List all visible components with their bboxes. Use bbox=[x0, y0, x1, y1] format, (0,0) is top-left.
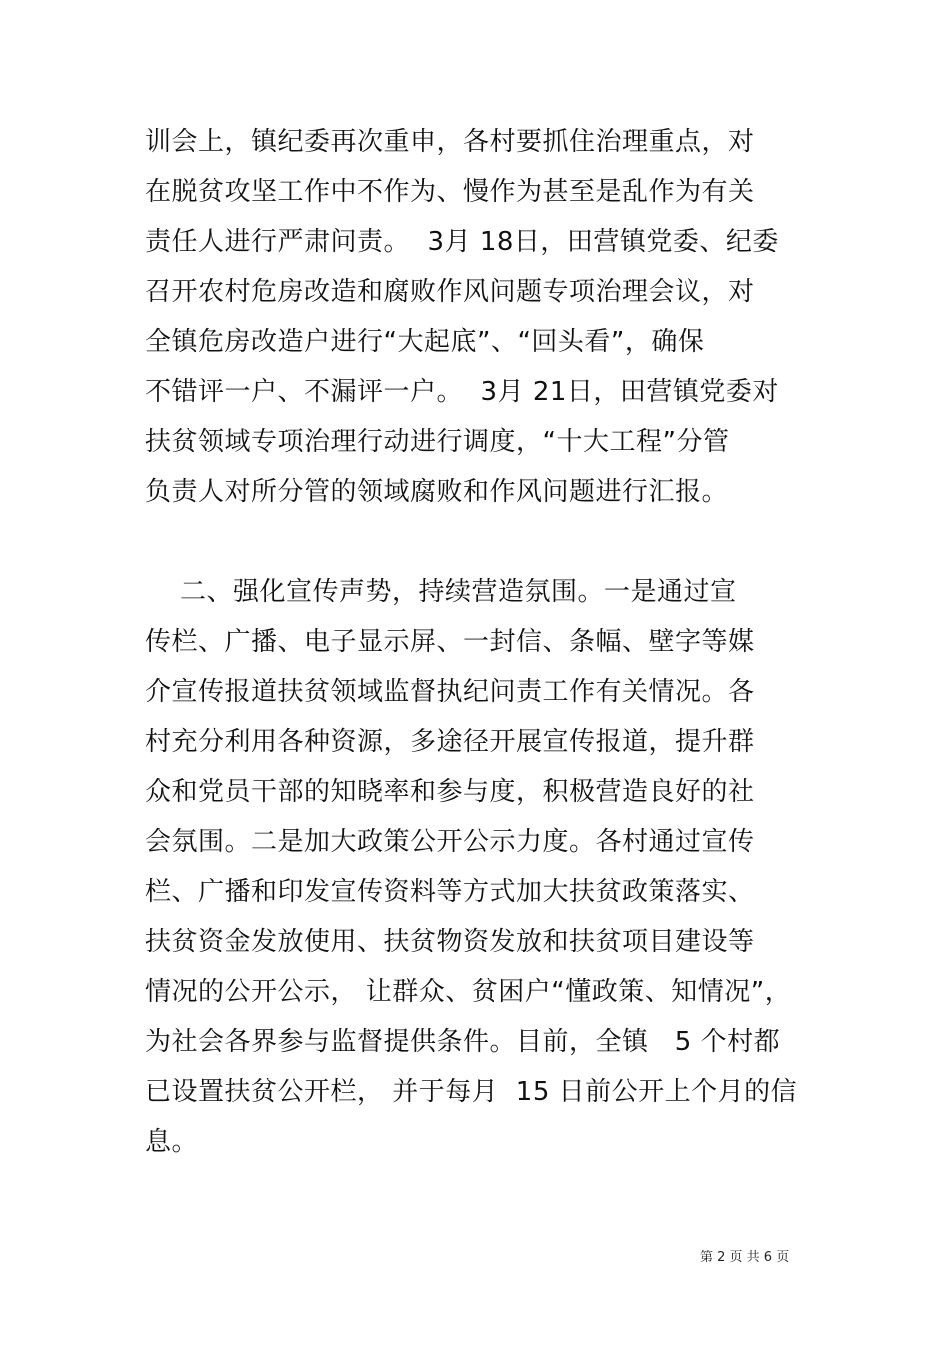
page-number: 第 2 页 共 6 页 bbox=[700, 1250, 790, 1265]
paragraph-1-line-1: 训会上，镇纪委再次重申，各村要抓住治理重点，对 bbox=[145, 127, 755, 157]
paragraph-2-line-8: 扶贫资金发放使用、扶贫物资发放和扶贫项目建设等 bbox=[145, 927, 755, 957]
paragraph-1-line-6: 不错评一户、不漏评一户。 3月 21日，田营镇党委对 bbox=[145, 377, 779, 407]
paragraph-2-line-11: 已设置扶贫公开栏， 并于每月 15 日前公开上个月的信 bbox=[145, 1077, 798, 1107]
paragraph-2-line-10: 为社会各界参与监督提供条件。目前，全镇 5 个村都 bbox=[145, 1027, 781, 1057]
paragraph-2-line-4: 村充分利用各种资源，多途径开展宣传报道，提升群 bbox=[145, 727, 755, 757]
paragraph-1-line-2: 在脱贫攻坚工作中不作为、慢作为甚至是乱作为有关 bbox=[145, 177, 755, 207]
paragraph-2-line-6: 会氛围。二是加大政策公开公示力度。各村通过宣传 bbox=[145, 827, 755, 857]
paragraph-2-line-12: 息。 bbox=[145, 1127, 199, 1157]
paragraph-1-line-5: 全镇危房改造户进行“大起底”、“回头看”，确保 bbox=[145, 327, 705, 357]
paragraph-2-line-5: 众和党员干部的知晓率和参与度，积极营造良好的社 bbox=[145, 777, 755, 807]
paragraph-1-line-8: 负责人对所分管的领域腐败和作风问题进行汇报。 bbox=[145, 477, 729, 507]
paragraph-1-line-3: 责任人进行严肃问责。 3月 18日，田营镇党委、纪委 bbox=[145, 227, 779, 257]
paragraph-1-line-4: 召开农村危房改造和腐败作风问题专项治理会议，对 bbox=[145, 277, 755, 307]
paragraph-2-line-3: 介宣传报道扶贫领域监督执纪问责工作有关情况。各 bbox=[145, 677, 755, 707]
paragraph-2-line-7: 栏、广播和印发宣传资料等方式加大扶贫政策落实、 bbox=[145, 877, 755, 907]
paragraph-2-line-2: 传栏、广播、电子显示屏、一封信、条幅、壁字等媒 bbox=[145, 627, 755, 657]
paragraph-1-line-7: 扶贫领域专项治理行动进行调度，“十大工程”分管 bbox=[145, 427, 730, 457]
paragraph-2-line-1: 二、强化宣传声势，持续营造氛围。一是通过宣 bbox=[145, 577, 737, 607]
paragraph-2-line-9: 情况的公开公示， 让群众、贫困户“懂政策、知情况”， bbox=[145, 977, 792, 1007]
